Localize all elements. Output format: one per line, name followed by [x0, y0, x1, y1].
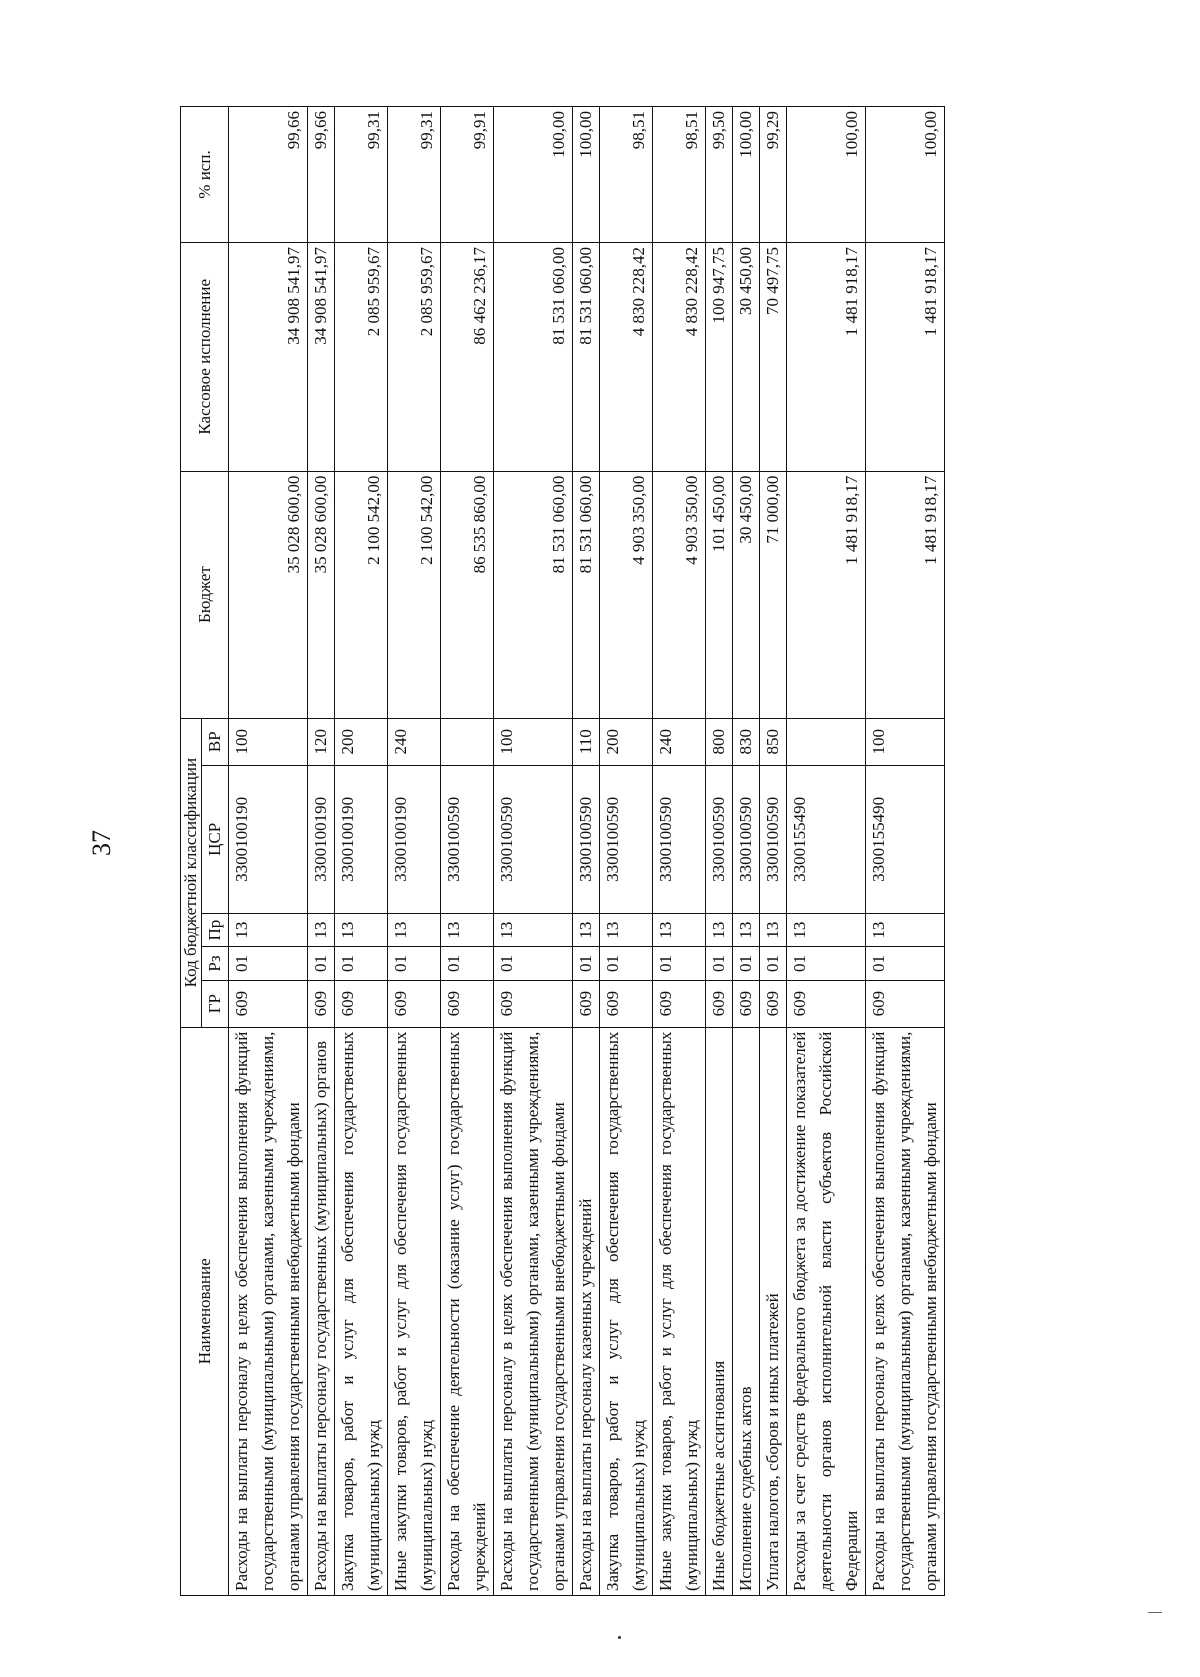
cell-rz: 01 [308, 947, 335, 980]
cell-vr: 800 [706, 718, 733, 765]
budget-execution-table [180, 106, 945, 1596]
cell-name: Расходы на обеспечение деятельности (оказание услуг) государственных учреждений [441, 1027, 494, 1595]
table-row [760, 107, 787, 1596]
col-header-rz: Рз [202, 947, 229, 980]
cell-csr: 3300100590 [706, 765, 733, 913]
cell-gr: 609 [308, 980, 335, 1027]
cell-name: Расходы на выплаты персоналу в целях обеспечения выполнения функций государственными (муниципальными) органами, казенными учреждениями, органами управления государственными внебюджетными фондами [229, 1027, 308, 1595]
cell-vr [441, 718, 494, 765]
cell-cash: 86 462 236,17 [441, 242, 494, 471]
cell-pr: 13 [308, 913, 335, 946]
cell-budget: 86 535 860,00 [441, 471, 494, 718]
cell-gr: 609 [760, 980, 787, 1027]
cell-gr: 609 [335, 980, 388, 1027]
cell-vr: 240 [388, 718, 441, 765]
cell-cash: 100 947,75 [706, 242, 733, 471]
cell-vr: 240 [653, 718, 706, 765]
cell-rz: 01 [335, 947, 388, 980]
cell-budget: 30 450,00 [733, 471, 760, 718]
cell-pct: 98,51 [653, 107, 706, 243]
table-row [229, 107, 308, 1596]
budget-table-rotated-container [180, 106, 1100, 1596]
page-number: 37 [87, 830, 116, 856]
cell-pct: 99,50 [706, 107, 733, 243]
cell-csr: 3300100190 [308, 765, 335, 913]
cell-pct: 100,00 [866, 107, 945, 243]
cell-pct: 100,00 [494, 107, 573, 243]
cell-cash: 34 908 541,97 [229, 242, 308, 471]
cell-cash: 34 908 541,97 [308, 242, 335, 471]
cell-cash: 2 085 959,67 [335, 242, 388, 471]
table-row [600, 107, 653, 1596]
header-row-1 [181, 107, 202, 1596]
cell-gr: 609 [706, 980, 733, 1027]
cell-pr: 13 [388, 913, 441, 946]
cell-pr: 13 [760, 913, 787, 946]
cell-gr: 609 [733, 980, 760, 1027]
cell-rz: 01 [733, 947, 760, 980]
table-row [653, 107, 706, 1596]
cell-budget: 1 481 918,17 [787, 471, 866, 718]
cell-gr: 609 [600, 980, 653, 1027]
cell-pr: 13 [653, 913, 706, 946]
cell-rz: 01 [600, 947, 653, 980]
cell-csr: 3300100590 [441, 765, 494, 913]
cell-rz: 01 [866, 947, 945, 980]
cell-rz: 01 [706, 947, 733, 980]
cell-name: Расходы на выплаты персоналу казенных учреждений [573, 1027, 600, 1595]
col-header-pct: % исп. [181, 107, 229, 243]
cell-name: Иные бюджетные ассигнования [706, 1027, 733, 1595]
cell-csr: 3300100190 [229, 765, 308, 913]
cell-gr: 609 [494, 980, 573, 1027]
col-header-csr: ЦСР [202, 765, 229, 913]
cell-budget: 2 100 542,00 [388, 471, 441, 718]
cell-rz: 01 [229, 947, 308, 980]
cell-gr: 609 [866, 980, 945, 1027]
cell-rz: 01 [494, 947, 573, 980]
cell-gr: 609 [229, 980, 308, 1027]
cell-name: Расходы на выплаты персоналу в целях обеспечения выполнения функций государственными (муниципальными) органами, казенными учреждениями, органами управления государственными внебюджетными фондами [866, 1027, 945, 1595]
cell-vr: 830 [733, 718, 760, 765]
cell-csr: 3300100590 [600, 765, 653, 913]
cell-budget: 4 903 350,00 [600, 471, 653, 718]
cell-pr: 13 [787, 913, 866, 946]
col-header-cash: Кассовое исполнение [181, 242, 229, 471]
table-row [388, 107, 441, 1596]
table-row [787, 107, 866, 1596]
cell-rz: 01 [441, 947, 494, 980]
cell-name: Расходы на выплаты персоналу государственных (муниципальных) органов [308, 1027, 335, 1595]
col-header-budget: Бюджет [181, 471, 229, 718]
cell-gr: 609 [573, 980, 600, 1027]
cell-cash: 81 531 060,00 [494, 242, 573, 471]
table-row [573, 107, 600, 1596]
table-row [733, 107, 760, 1596]
cell-pct: 99,31 [388, 107, 441, 243]
cell-pct: 99,66 [229, 107, 308, 243]
cell-name: Расходы на выплаты персоналу в целях обеспечения выполнения функций государственными (муниципальными) органами, казенными учреждениями, органами управления государственными внебюджетными фондами [494, 1027, 573, 1595]
cell-pr: 13 [573, 913, 600, 946]
cell-pr: 13 [706, 913, 733, 946]
cell-vr: 110 [573, 718, 600, 765]
table-row [335, 107, 388, 1596]
cell-rz: 01 [787, 947, 866, 980]
cell-pr: 13 [229, 913, 308, 946]
cell-cash: 4 830 228,42 [653, 242, 706, 471]
cell-cash: 4 830 228,42 [600, 242, 653, 471]
cell-pct: 98,51 [600, 107, 653, 243]
cell-vr: 100 [866, 718, 945, 765]
cell-budget: 81 531 060,00 [573, 471, 600, 718]
cell-budget: 2 100 542,00 [335, 471, 388, 718]
cell-pr: 13 [600, 913, 653, 946]
cell-cash: 30 450,00 [733, 242, 760, 471]
cell-pr: 13 [441, 913, 494, 946]
cell-pr: 13 [494, 913, 573, 946]
cell-name: Уплата налогов, сборов и иных платежей [760, 1027, 787, 1595]
cell-csr: 3300100590 [733, 765, 760, 913]
cell-pct: 99,66 [308, 107, 335, 243]
cell-vr: 200 [600, 718, 653, 765]
scan-mark [1148, 1612, 1162, 1613]
cell-pr: 13 [733, 913, 760, 946]
cell-pct: 99,31 [335, 107, 388, 243]
cell-cash: 81 531 060,00 [573, 242, 600, 471]
col-header-vr: ВР [202, 718, 229, 765]
cell-vr: 850 [760, 718, 787, 765]
cell-budget: 35 028 600,00 [229, 471, 308, 718]
cell-budget: 101 450,00 [706, 471, 733, 718]
scan-dot [618, 1636, 621, 1639]
cell-gr: 609 [388, 980, 441, 1027]
cell-name: Закупка товаров, работ и услуг для обеспечения государственных (муниципальных) нужд [335, 1027, 388, 1595]
cell-cash: 70 497,75 [760, 242, 787, 471]
cell-budget: 4 903 350,00 [653, 471, 706, 718]
cell-name: Расходы за счет средств федерального бюджета за достижение показателей деятельности органов исполнительной власти субъектов Российской Федерации [787, 1027, 866, 1595]
cell-csr: 3300100590 [494, 765, 573, 913]
cell-csr: 3300100190 [335, 765, 388, 913]
cell-rz: 01 [573, 947, 600, 980]
cell-cash: 1 481 918,17 [787, 242, 866, 471]
cell-name: Исполнение судебных актов [733, 1027, 760, 1595]
cell-gr: 609 [787, 980, 866, 1027]
cell-rz: 01 [388, 947, 441, 980]
table-body [229, 107, 945, 1596]
cell-vr: 200 [335, 718, 388, 765]
cell-cash: 1 481 918,17 [866, 242, 945, 471]
cell-vr [787, 718, 866, 765]
cell-csr: 3300100590 [573, 765, 600, 913]
cell-budget: 71 000,00 [760, 471, 787, 718]
cell-pct: 100,00 [787, 107, 866, 243]
cell-pct: 99,91 [441, 107, 494, 243]
cell-pct: 100,00 [733, 107, 760, 243]
table-row [308, 107, 335, 1596]
cell-gr: 609 [441, 980, 494, 1027]
cell-csr: 3300100590 [653, 765, 706, 913]
cell-pct: 100,00 [573, 107, 600, 243]
cell-gr: 609 [653, 980, 706, 1027]
cell-csr: 3300155490 [787, 765, 866, 913]
cell-pct: 99,29 [760, 107, 787, 243]
cell-vr: 120 [308, 718, 335, 765]
cell-csr: 3300100190 [388, 765, 441, 913]
cell-name: Иные закупки товаров, работ и услуг для обеспечения государственных (муниципальных) нужд [388, 1027, 441, 1595]
col-header-gr: ГР [202, 980, 229, 1027]
cell-budget: 81 531 060,00 [494, 471, 573, 718]
table-row [441, 107, 494, 1596]
cell-name: Закупка товаров, работ и услуг для обеспечения государственных (муниципальных) нужд [600, 1027, 653, 1595]
table-row [866, 107, 945, 1596]
cell-vr: 100 [494, 718, 573, 765]
cell-rz: 01 [653, 947, 706, 980]
cell-rz: 01 [760, 947, 787, 980]
table-row [706, 107, 733, 1596]
cell-pr: 13 [866, 913, 945, 946]
cell-budget: 35 028 600,00 [308, 471, 335, 718]
col-header-pr: Пр [202, 913, 229, 946]
cell-cash: 2 085 959,67 [388, 242, 441, 471]
table-row [494, 107, 573, 1596]
cell-csr: 3300155490 [866, 765, 945, 913]
cell-csr: 3300100590 [760, 765, 787, 913]
cell-budget: 1 481 918,17 [866, 471, 945, 718]
cell-name: Иные закупки товаров, работ и услуг для обеспечения государственных (муниципальных) нужд [653, 1027, 706, 1595]
cell-vr: 100 [229, 718, 308, 765]
col-header-name: Наименование [181, 1027, 229, 1595]
col-header-code-group: Код бюджетной классификации [181, 718, 202, 1027]
cell-pr: 13 [335, 913, 388, 946]
